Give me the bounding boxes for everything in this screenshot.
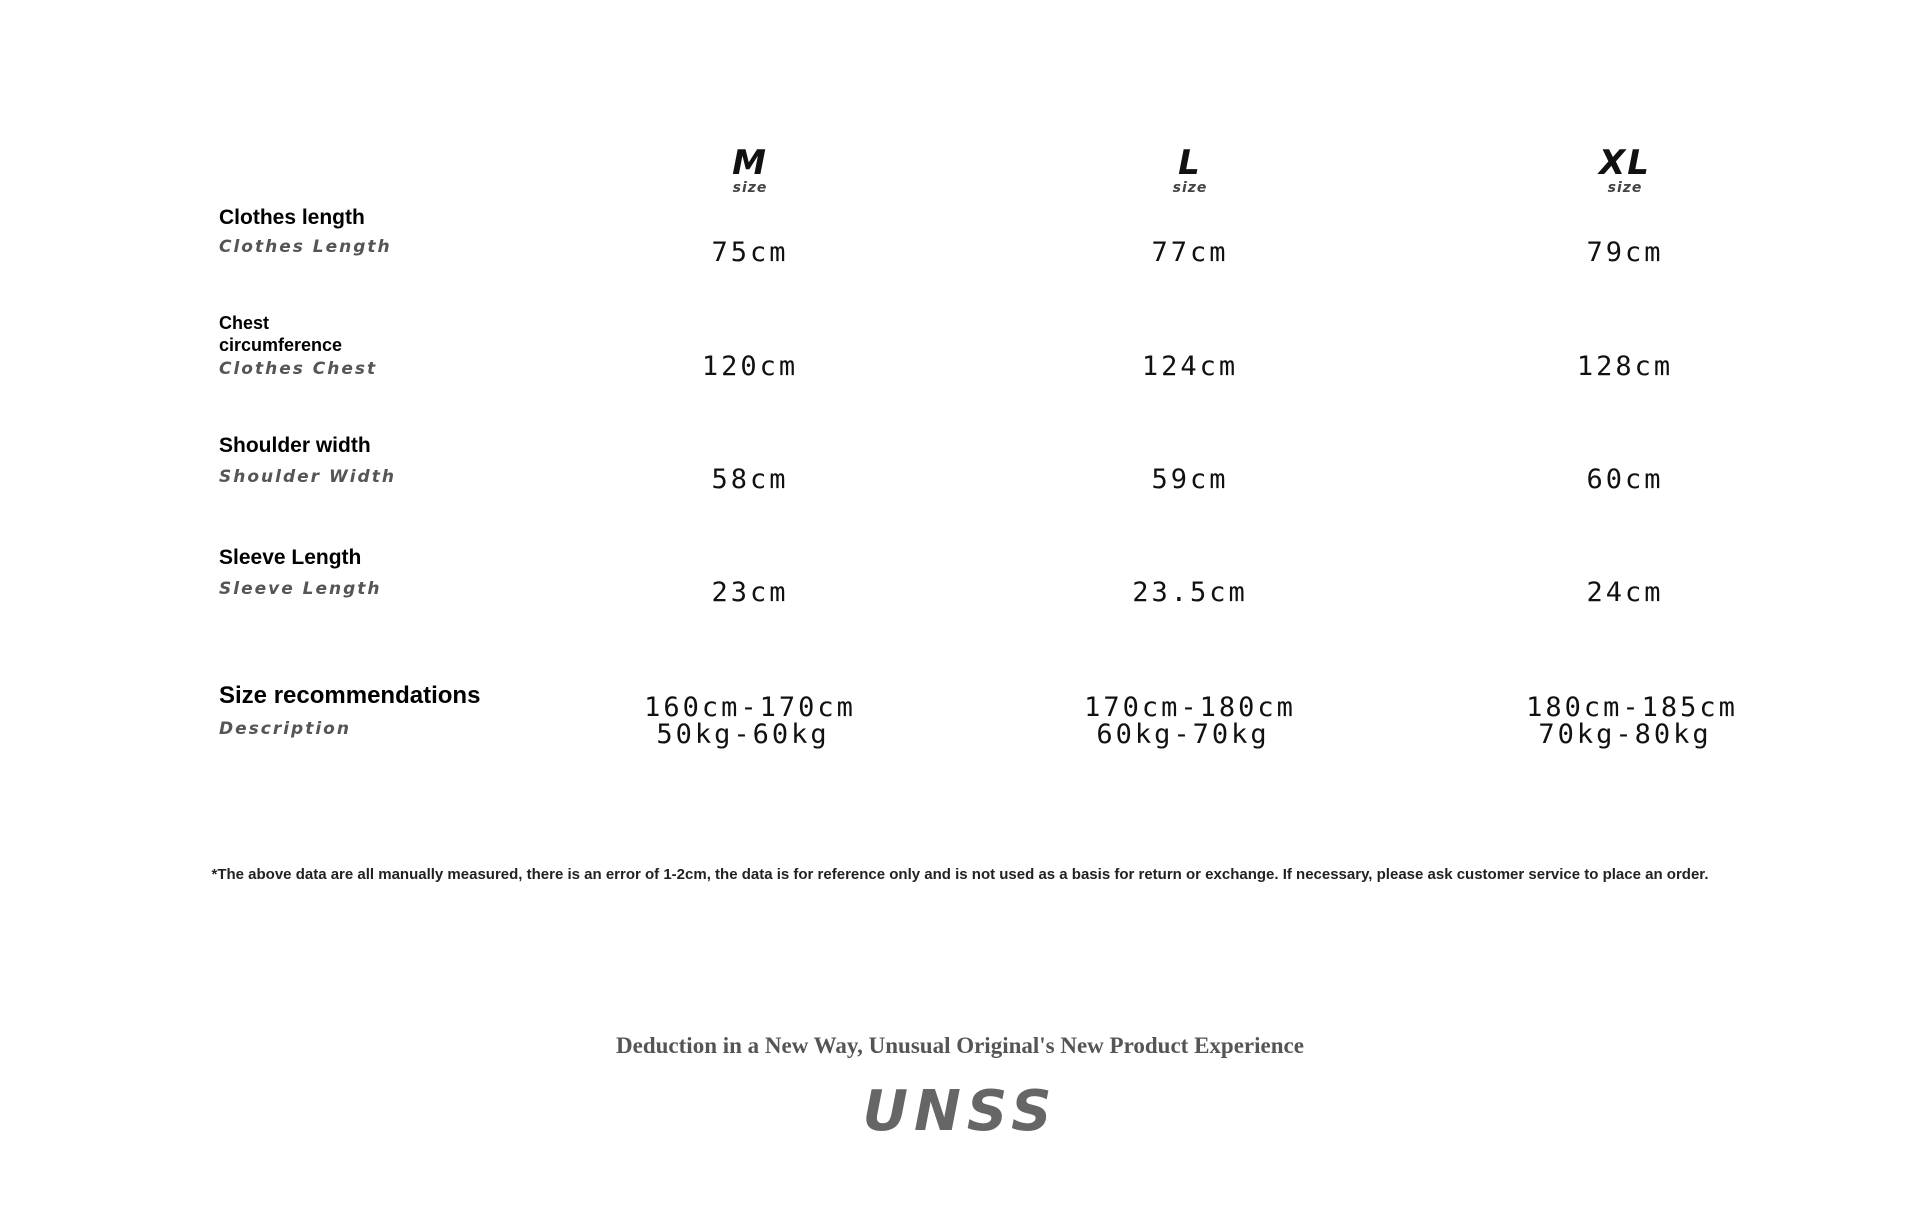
row-label-shoulder — [219, 434, 519, 488]
size-caption: size — [1172, 180, 1208, 196]
size-header-m — [680, 143, 820, 196]
value-l-sleeve: 23.5cm — [1132, 577, 1248, 608]
value-xl-shoulder: 60cm — [1586, 464, 1664, 495]
row-title: Sleeve Length — [219, 546, 362, 569]
value-m-sleeve: 23cm — [711, 577, 789, 608]
value-xl-height: 180cm-185cm — [1526, 692, 1738, 723]
value-m-height: 160cm-170cm — [644, 692, 856, 723]
value-xl-clothes-length: 79cm — [1586, 237, 1664, 268]
value-xl-sleeve: 24cm — [1586, 577, 1664, 608]
row-subtitle: Sleeve Length — [219, 579, 382, 599]
value-l-weight: 60kg-70kg — [1096, 719, 1270, 750]
row-title-line1: Chest — [219, 313, 270, 333]
size-name: M — [732, 143, 768, 183]
size-name: L — [1178, 143, 1202, 183]
row-title-line2: circumference — [219, 335, 343, 355]
value-l-shoulder: 59cm — [1151, 464, 1229, 495]
row-subtitle: Clothes Chest — [219, 359, 378, 379]
value-m-clothes-length: 75cm — [711, 237, 789, 268]
size-name: XL — [1599, 143, 1651, 183]
row-label-recommendations — [219, 683, 519, 740]
value-l-height: 170cm-180cm — [1084, 692, 1296, 723]
row-title: Shoulder width — [219, 434, 371, 457]
value-xl-chest: 128cm — [1576, 351, 1674, 382]
row-label-clothes-length — [219, 206, 519, 258]
value-l-clothes-length: 77cm — [1151, 237, 1229, 268]
value-xl-weight: 70kg-80kg — [1538, 719, 1712, 750]
value-m-shoulder: 58cm — [711, 464, 789, 495]
size-header-xl — [1555, 143, 1695, 196]
value-m-weight: 50kg-60kg — [656, 719, 830, 750]
row-label-sleeve — [219, 546, 519, 600]
row-subtitle: Description — [219, 719, 351, 739]
size-header-l — [1120, 143, 1260, 196]
row-title: Clothes length — [219, 206, 365, 229]
size-caption: size — [1607, 180, 1643, 196]
row-subtitle: Shoulder Width — [219, 467, 396, 487]
brand-logo: UNSS — [862, 1079, 1058, 1144]
brand-slogan: Deduction in a New Way, Unusual Original's New Product Experience — [616, 1033, 1304, 1058]
size-caption: size — [732, 180, 768, 196]
value-l-chest: 124cm — [1141, 351, 1239, 382]
row-title: Size recommendations — [219, 682, 481, 709]
row-label-chest — [219, 312, 519, 380]
measurement-note: *The above data are all manually measured, there is an error of 1-2cm, the data is for reference only and is not used as a basis for return or exchange. If necessary, please ask customer service to place an order. — [211, 866, 1709, 883]
row-subtitle: Clothes Length — [219, 237, 392, 257]
value-m-chest: 120cm — [701, 351, 799, 382]
